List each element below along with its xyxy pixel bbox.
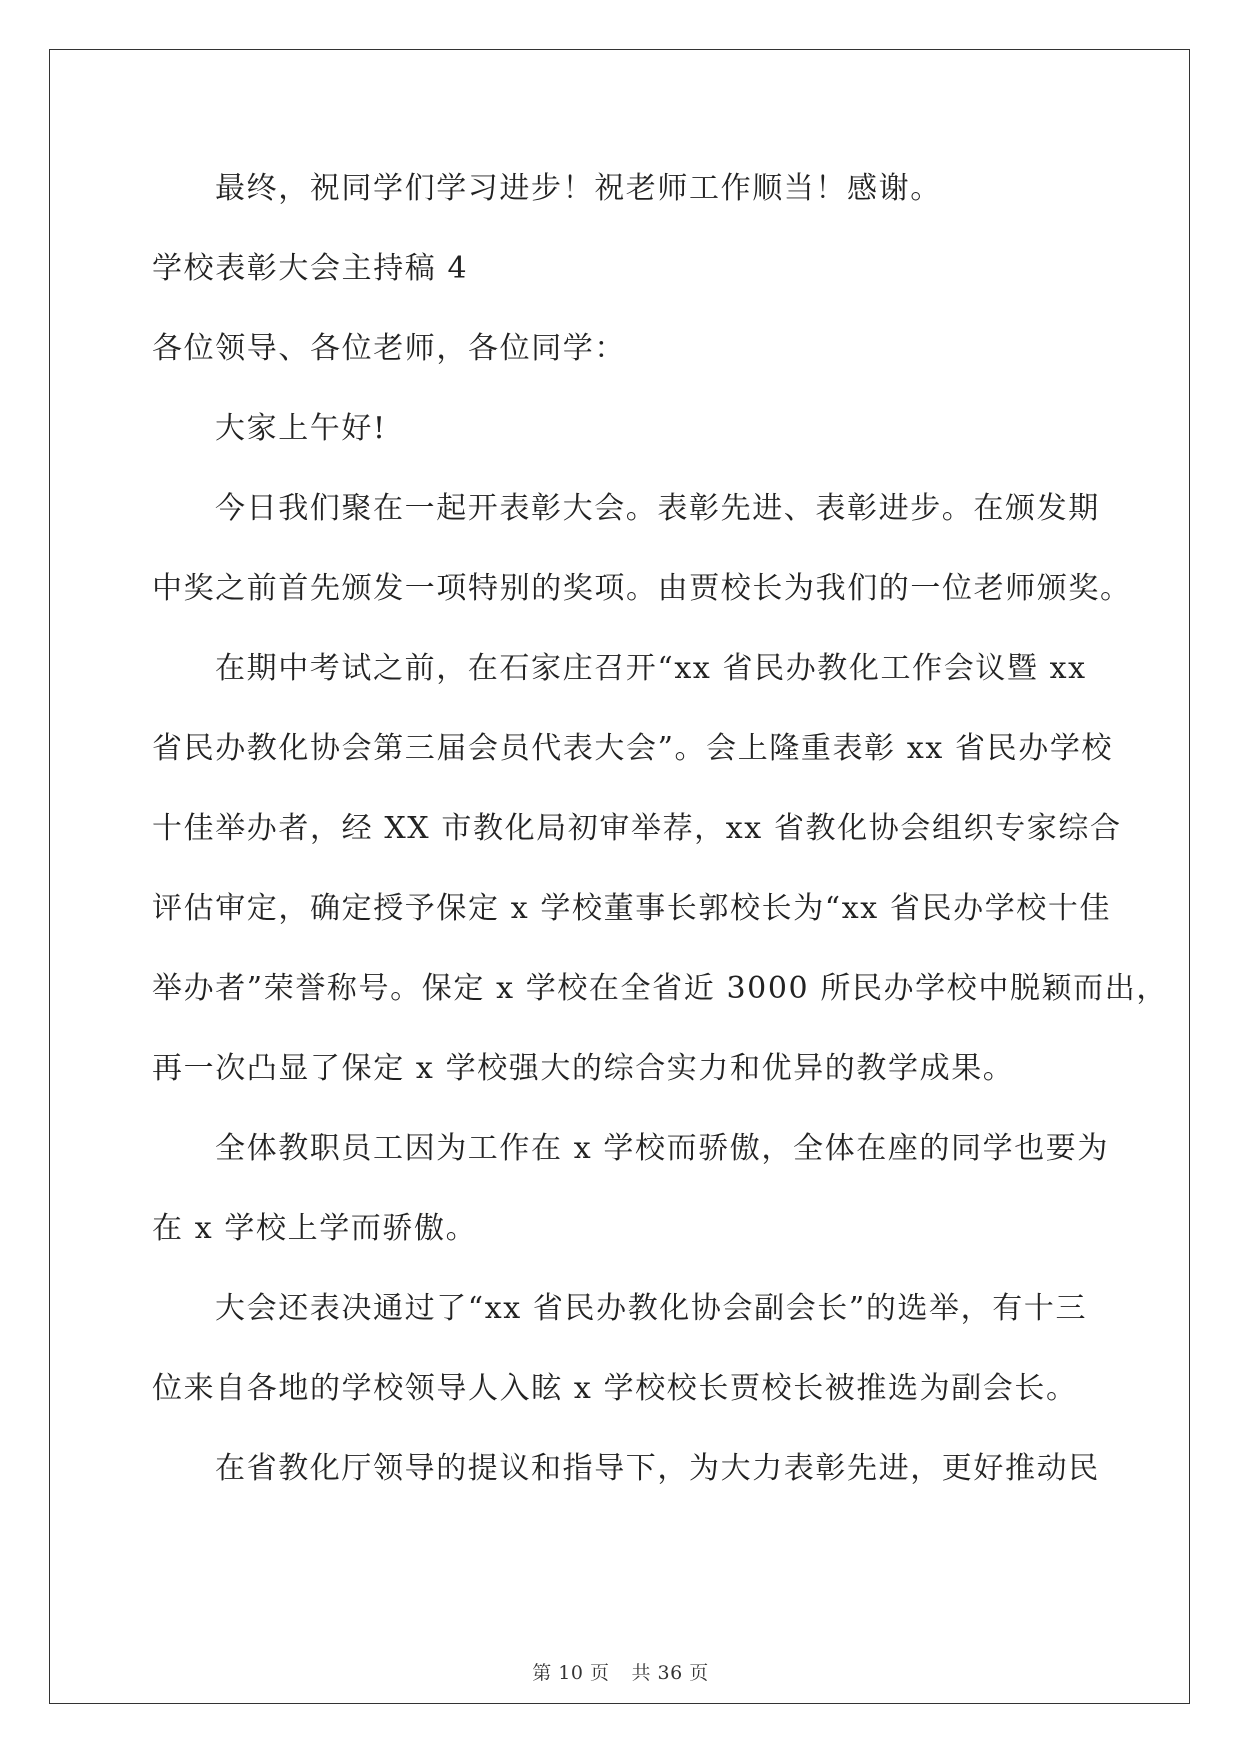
paragraph-line: 举办者”荣誉称号。保定 x 学校在全省近 3000 所民办学校中脱颖而出，	[152, 971, 1168, 1006]
paragraph-line: 今日我们聚在一起开表彰大会。表彰先进、表彰进步。在颁发期	[215, 491, 1100, 526]
section-heading: 学校表彰大会主持稿 4	[152, 251, 469, 286]
paragraph-line: 在省教化厅领导的提议和指导下，为大力表彰先进，更好推动民	[215, 1451, 1100, 1486]
paragraph-line: 评估审定，确定授予保定 x 学校董事长郭校长为“xx 省民办学校十佳	[152, 891, 1112, 926]
paragraph-line: 位来自各地的学校领导人入眩 x 学校校长贾校长被推选为副会长。	[152, 1371, 1078, 1406]
paragraph-line: 全体教职员工因为工作在 x 学校而骄傲，全体在座的同学也要为	[215, 1131, 1109, 1166]
page-number-current: 第 10 页	[532, 1662, 610, 1684]
page-footer	[0, 1661, 1241, 1685]
paragraph-line: 在 x 学校上学而骄傲。	[152, 1211, 478, 1246]
paragraph-line: 最终，祝同学们学习进步！祝老师工作顺当！感谢。	[215, 171, 942, 206]
paragraph-line: 在期中考试之前，在石家庄召开“xx 省民办教化工作会议暨 xx	[215, 651, 1087, 686]
page-number-total: 共 36 页	[631, 1662, 709, 1684]
paragraph-line: 再一次凸显了保定 x 学校强大的综合实力和优异的教学成果。	[152, 1051, 1015, 1086]
greeting-line: 大家上午好!	[215, 411, 387, 446]
paragraph-line: 十佳举办者，经 XX 市教化局初审举荐，xx 省教化协会组织专家综合	[152, 811, 1122, 846]
paragraph-line: 大会还表决通过了“xx 省民办教化协会副会长”的选举，有十三	[215, 1291, 1088, 1326]
paragraph-line: 中奖之前首先颁发一项特别的奖项。由贾校长为我们的一位老师颁奖。	[152, 571, 1132, 606]
salutation-line: 各位领导、各位老师，各位同学：	[152, 331, 626, 366]
paragraph-line: 省民办教化协会第三届会员代表大会”。会上隆重表彰 xx 省民办学校	[152, 731, 1114, 766]
